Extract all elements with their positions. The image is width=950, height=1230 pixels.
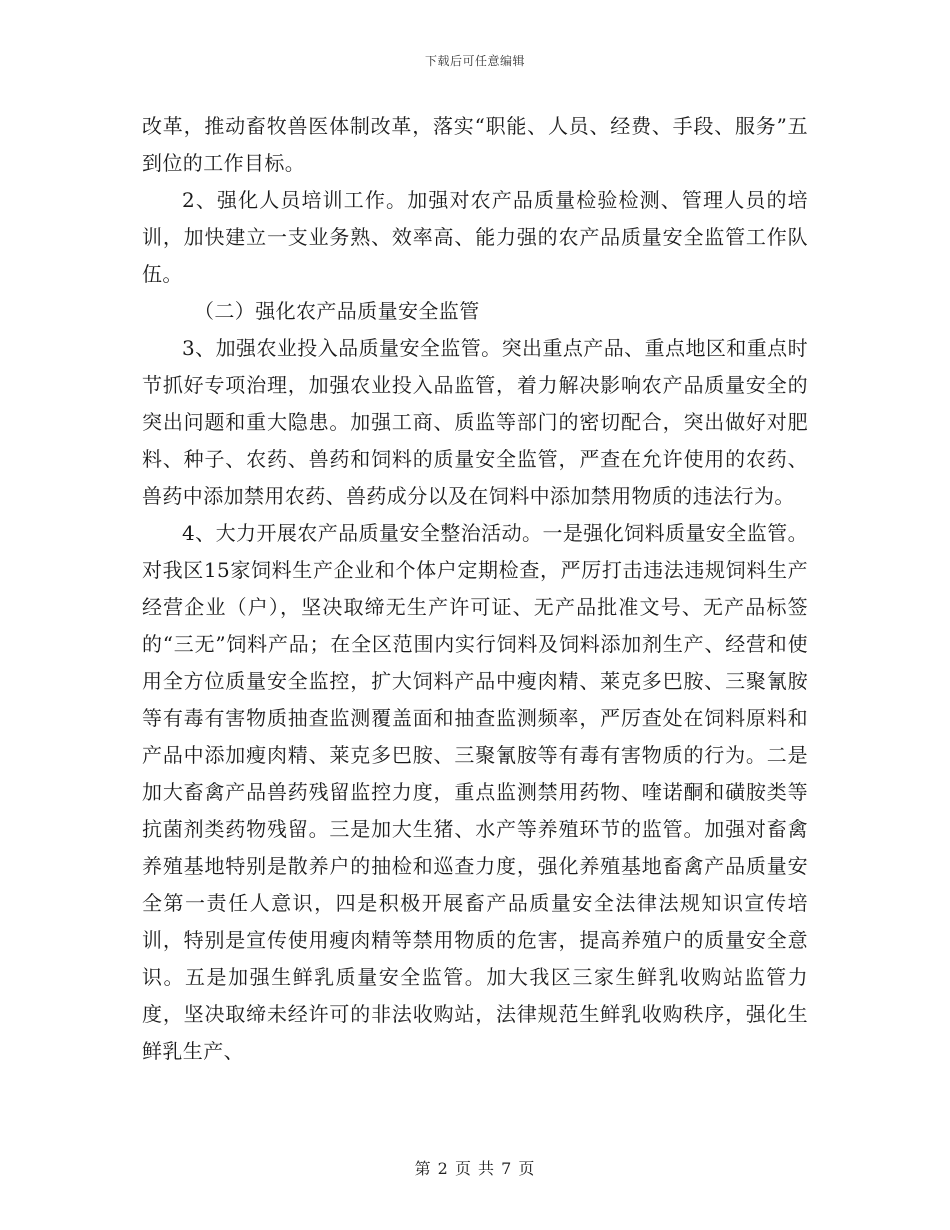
- paragraph-item-2: 2、强化人员培训工作。加强对农产品质量检验检测、管理人员的培训，加快建立一支业务熟、效率高、能力强的农产品质量安全监管工作队伍。: [142, 188, 808, 286]
- page-header: 下载后可任意编辑: [424, 54, 525, 68]
- paragraph-item-3: 3、加强农业投入品质量安全监管。突出重点产品、重点地区和重点时节抓好专项治理，加强农业投入品监管，着力解决影响农产品质量安全的突出问题和重大隐患。加强工商、质监等部门的密切配合，突出做好对肥料、种子、农药、兽药和饲料的质量安全监管，严查在允许使用的农药、兽药中添加禁用农药、兽药成分以及在饲料中添加禁用物质的违法行为。: [142, 336, 808, 508]
- section-heading: （二）强化农产品质量安全监管: [194, 299, 480, 323]
- body-text: [142, 108, 808, 1070]
- paragraph-item-4: 4、大力开展农产品质量安全整治活动。一是强化饲料质量安全监管。对我区15家饲料生产企业和个体户定期检查，严厉打击违法违规饲料生产经营企业（户），坚决取缔无生产许可证、无产品批准文号、无产品标签的“三无”饲料产品；在全区范围内实行饲料及饲料添加剂生产、经营和使用全方位质量安全监控，扩大饲料产品中瘦肉精、莱克多巴胺、三聚氰胺等有毒有害物质抽查监测覆盖面和抽查监测频率，严厉查处在饲料原料和产品中添加瘦肉精、莱克多巴胺、三聚氰胺等有毒有害物质的行为。二是加大畜禽产品兽药残留监控力度，重点监测禁用药物、喹诺酮和磺胺类等抗菌剂类药物残留。三是加大生猪、水产等养殖环节的监管。加强对畜禽养殖基地特别是散养户的抽检和巡查力度，强化养殖基地畜禽产品质量安全第一责任人意识，四是积极开展畜产品质量安全法律法规知识宣传培训，特别是宣传使用瘦肉精等禁用物质的危害，提高养殖户的质量安全意识。五是加强生鲜乳质量安全监管。加大我区三家生鲜乳收购站监管力度，坚决取缔未经许可的非法收购站，法律规范生鲜乳收购秩序，强化生鲜乳生产、: [142, 521, 808, 1063]
- paragraph-continuation: 改革，推动畜牧兽医体制改革，落实“职能、人员、经费、手段、服务”五到位的工作目标。: [142, 114, 808, 175]
- page-footer: 第 2 页 共 7 页: [414, 1159, 536, 1178]
